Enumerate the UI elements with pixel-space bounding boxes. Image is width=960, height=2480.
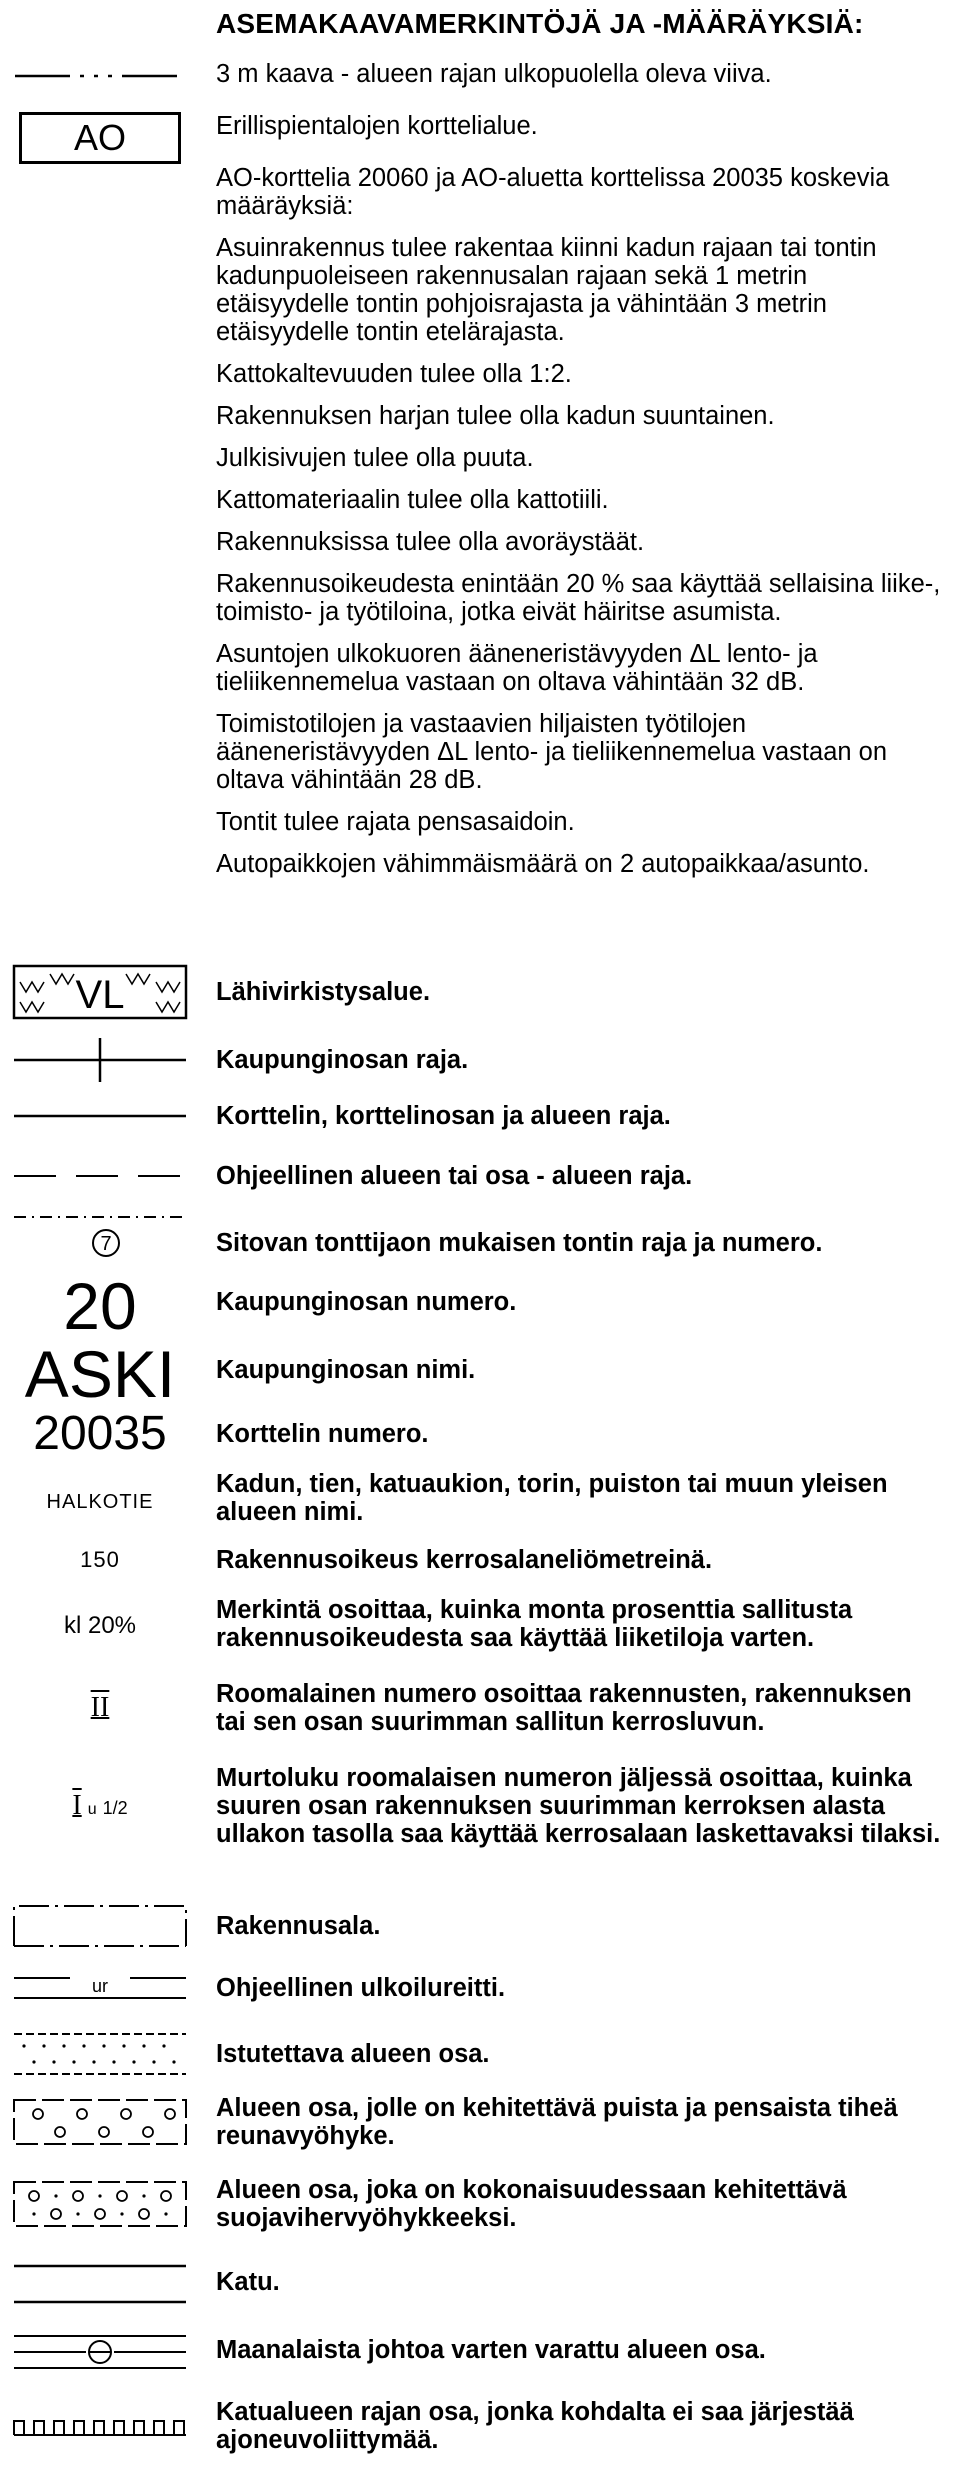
legend-text: Istutettava alueen osa. <box>216 2040 490 2068</box>
legend-text: Kaupunginosan nimi. <box>216 1356 476 1384</box>
plot-symbol <box>0 1205 200 1269</box>
legend-text: Kaupunginosan raja. <box>216 1046 469 1074</box>
ao-paragraph: AO-korttelia 20060 ja AO-aluetta korttelissa 20035 koskevia määräyksiä: <box>216 164 890 220</box>
legend-text: Erillispientalojen korttelialue. <box>216 112 538 140</box>
ao-paragraph: Kattomateriaalin tulee olla kattotiili. <box>216 486 609 514</box>
commercial-symbol: kl 20% <box>63 1612 137 1639</box>
legend-text: Murtoluku roomalaisen numeron jäljessä osoittaa, kuinka suuren osan rakennuksen suurimman kerroksen alasta ullakon tasolla saa käyttää kerrosalaan laskettavaksi tilaksi. <box>216 1764 941 1848</box>
ao-regulations <box>216 164 946 892</box>
legend-text: Ohjeellinen alueen tai osa - alueen raja. <box>216 1162 693 1190</box>
dashed-line-symbol <box>0 1158 200 1194</box>
district-number-symbol: 20 <box>63 1269 137 1343</box>
path-symbol-text: ur <box>91 1976 109 1996</box>
legend-text: Korttelin numero. <box>216 1420 429 1448</box>
block-number-symbol: 20035 <box>33 1407 167 1460</box>
roman-symbol: II <box>90 1692 110 1723</box>
legend-text: Katu. <box>216 2268 280 2296</box>
ao-paragraph: Kattokaltevuuden tulee olla 1:2. <box>216 360 572 388</box>
ao-paragraph: Rakennusoikeudesta enintään 20 % saa käyttää sellaisina liike-, toimisto- ja työtiloina, jotka eivät häiritse asumista. <box>216 570 941 626</box>
ao-paragraph: Autopaikkojen vähimmäismäärä on 2 autopaikkaa/asunto. <box>216 850 870 878</box>
legend-text: Maanalaista johtoa varten varattu alueen osa. <box>216 2336 766 2364</box>
legend-text: Alueen osa, jolle on kehitettävä puista ja pensaista tiheä reunavyöhyke. <box>216 2094 898 2150</box>
ao-symbol: AO <box>19 112 181 164</box>
fraction-symbol: I u 1/2 <box>72 1790 128 1821</box>
ao-paragraph: Rakennuksen harjan tulee olla kadun suuntainen. <box>216 402 775 430</box>
legend-text: Korttelin, korttelinosan ja alueen raja. <box>216 1102 671 1130</box>
vl-symbol <box>0 960 200 1024</box>
planted-area-symbol <box>0 2028 200 2080</box>
legend-text: Rakennusala. <box>216 1912 381 1940</box>
path-symbol <box>0 1966 200 2010</box>
ao-paragraph: Tontit tulee rajata pensasaidoin. <box>216 808 575 836</box>
district-name-symbol: ASKI <box>24 1337 176 1411</box>
ao-paragraph: Asuinrakennus tulee rakentaa kiinni kadun rajaan tai tontin kadunpuoleiseen rakennusalan rajaan sekä 1 metrin etäisyydelle tontin pohjoisrajasta ja vähintään 3 metrin etäisyydelle tontin etelärajasta. <box>216 234 877 346</box>
legend-text: Kadun, tien, katuaukion, torin, puiston tai muun yleisen alueen nimi. <box>216 1470 888 1526</box>
greenbelt-symbol <box>0 2176 200 2232</box>
solid-line-symbol <box>0 1098 200 1134</box>
ao-paragraph: Toimistotilojen ja vastaavien hiljaisten työtilojen ääneneristävyyden ΔL lento- ja tieliikennemelua vastaan on oltava vähintään 28 dB. <box>216 710 888 794</box>
legend-text: Ohjeellinen ulkoilureitti. <box>216 1974 506 2002</box>
legend-text: Roomalainen numero osoittaa rakennusten, rakennuksen tai sen osan suurimman sallitun kerrosluvun. <box>216 1680 912 1736</box>
building-area-symbol <box>0 1898 200 1954</box>
legend-text: Katualueen rajan osa, jonka kohdalta ei saa järjestää ajoneuvoliittymää. <box>216 2398 854 2454</box>
floor-area-symbol: 150 <box>80 1547 120 1572</box>
district-boundary-symbol <box>0 1030 200 1090</box>
legend-text: Lähivirkistysalue. <box>216 978 431 1006</box>
legend-text: Sitovan tonttijaon mukaisen tontin raja ja numero. <box>216 1229 823 1257</box>
underground-line-symbol <box>0 2324 200 2380</box>
legend-text: Merkintä osoittaa, kuinka monta prosenttia sallitusta rakennusoikeudesta saa käyttää liiketiloja varten. <box>216 1596 853 1652</box>
legend-text: Alueen osa, joka on kokonaisuudessaan kehitettävä suojavihervyöhykkeeksi. <box>216 2176 847 2232</box>
ao-paragraph: Julkisivujen tulee olla puuta. <box>216 444 534 472</box>
no-access-symbol <box>0 2398 200 2448</box>
ao-paragraph: Asuntojen ulkokuoren ääneneristävyyden ΔL lento- ja tieliikennemelua vastaan on oltava vähintään 32 dB. <box>216 640 818 696</box>
ao-paragraph: Rakennuksissa tulee olla avoräystäät. <box>216 528 645 556</box>
page-title: ASEMAKAAVAMERKINTÖJÄ JA -MÄÄRÄYKSIÄ: <box>216 8 864 39</box>
street-symbol <box>0 2256 200 2312</box>
vl-symbol-text: VL <box>75 973 125 1017</box>
legend-text: Kaupunginosan numero. <box>216 1288 517 1316</box>
street-name-symbol: HALKOTIE <box>46 1490 154 1513</box>
hedge-zone-symbol <box>0 2094 200 2150</box>
dash-dot-line-symbol <box>0 60 200 92</box>
legend-text: 3 m kaava - alueen rajan ulkopuolella oleva viiva. <box>216 60 772 88</box>
plot-number: 7 <box>100 1233 112 1255</box>
legend-text: Rakennusoikeus kerrosalaneliömetreinä. <box>216 1546 713 1574</box>
